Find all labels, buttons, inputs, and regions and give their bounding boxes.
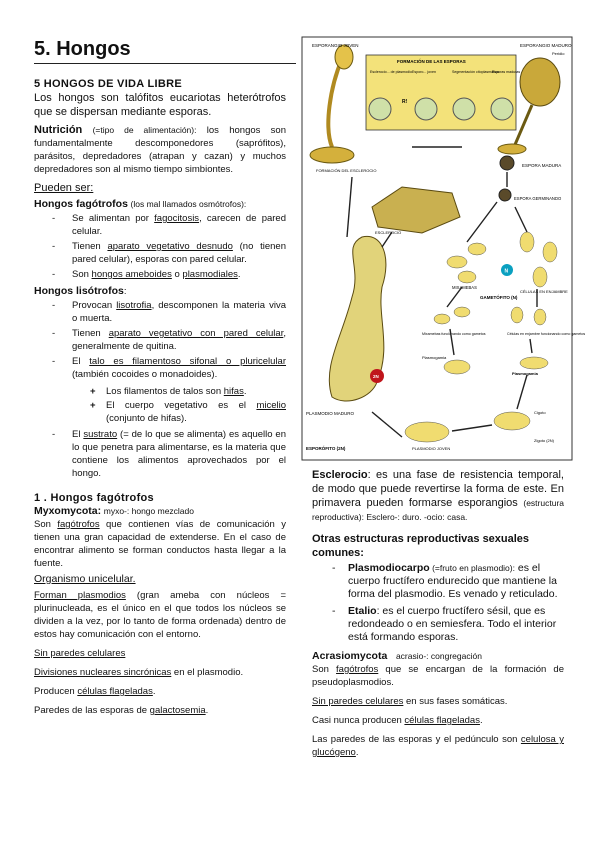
- label-espora-madura: ESPORA MADURA: [522, 163, 562, 168]
- lisotrofos-list: [34, 299, 286, 381]
- label-zigoto-2n: Zigoto (2N): [534, 438, 555, 443]
- plasmodios-paragraph: Forman plasmodios (gran ameba con núcleos = plurinucleada, es el único en el que todos los núcleos se dividen a la vez, por lo tanto de forma ordenada) dentro de estos hay comunicación con el entorno.: [34, 590, 287, 640]
- germinating-spore: [499, 189, 511, 201]
- life-cycle-figure: [302, 37, 586, 460]
- label-formacion: FORMACIÓN DE LAS ESPORAS: [397, 59, 466, 64]
- label-esporofito: ESPORÓFITO (2N): [306, 446, 346, 451]
- label-gametofito: GAMETÓFITO (N): [480, 295, 518, 300]
- label-stage3: Segmentación citoplasmática: [452, 70, 499, 74]
- myxomycota-paragraph: Son fagótrofos que contienen vías de comunicación y tienen una gran capacidad de extenderse. En el caso de encontrar alimento se forman conductos hasta llegar a la fuente.: [34, 519, 286, 569]
- mature-base: [498, 144, 526, 154]
- young-plasmodium: [405, 422, 449, 442]
- estructura-item: - Plasmodiocarpo (=fruto en plasmodio): es el cuerpo fructífero endurecido que mantiene la forma del plasmodio. Es venado y reticulado.: [312, 562, 564, 601]
- spore-formation-box: [366, 55, 516, 130]
- sin-paredes-line: Sin paredes celulares: [34, 648, 126, 659]
- label-plasmogamia: Plasmogamia: [422, 355, 447, 360]
- estructura-item: - Etalio: es el cuerpo fructífero sésil, que es redondeado o en semiesfera. Todo el interior está formando esporas.: [312, 605, 564, 644]
- label-esclerocio: ESCLEROCIO: [375, 230, 402, 235]
- label-peridio: Peridio: [552, 51, 565, 56]
- sclerotium-base: [310, 147, 354, 163]
- label-mixamebas: MIXAMEBAS: [452, 285, 477, 290]
- fagotrofos-list: [34, 212, 286, 281]
- estructuras-list: [312, 562, 564, 644]
- label-espora-germinando: ESPORA GERMINANDO: [514, 196, 562, 201]
- stage2-circle: [415, 98, 437, 120]
- mature-spore: [500, 156, 514, 170]
- sustrato-item: - El sustrato (= de lo que se alimenta) es aquello en lo que penetra para alimentarse, es la materia que contiene los alimentos aprovechados por el hongo.: [34, 428, 286, 480]
- nutrition-paragraph: Nutrición (=tipo de alimentación): los hongos son fundamentalmente descomponedores (saprófitos), parásitos, depredadores (atrapan y cazan) y muchos depredadores son al mismo tiempo simbiontes.: [34, 124, 286, 175]
- fagotrofos-item: - Se alimentan por fagocitosis, carecen de pared celular.: [34, 212, 286, 238]
- fagotrofos-item: - Tienen aparato vegetativo desnudo (no tienen pared celular), esporas con pared celular.: [34, 240, 286, 266]
- divisiones-line: Divisiones nucleares sincrónicas en el plasmodio.: [34, 667, 244, 678]
- stage4-circle: [491, 98, 513, 120]
- stage1-circle: [369, 98, 391, 120]
- lisotrofos-item: - El talo es filamentoso sifonal o pluricelular (también cocoides o monadoides).: [34, 355, 286, 381]
- label-n: N: [504, 268, 509, 275]
- label-plasmodio-maduro: PLASMODIO MADURO: [306, 411, 355, 416]
- subsection-fagotrofos: 1 . Hongos fagótrofos: [34, 492, 154, 504]
- fagotrofos-item: - Son hongos ameboides o plasmodiales.: [34, 268, 286, 281]
- lisotrofos-subitem: + Los filamentos de talos son hifas.: [34, 385, 286, 398]
- label-2n: 2N: [373, 374, 379, 379]
- label-mixamebas-func: Mixamebas funcionando como gametos: [422, 332, 486, 336]
- zygote: [494, 412, 530, 430]
- label-stage1: Esclerocio... de plasmodio: [370, 70, 412, 74]
- label-celulas-func: Células en enjambre funcionando como gametos: [507, 332, 586, 336]
- plasmogamia-left: [444, 360, 470, 374]
- organismo-unicelular: Organismo unicelular.: [34, 573, 136, 585]
- pueden-ser-label: Pueden ser:: [34, 182, 94, 194]
- fagotrofos-heading: Hongos fagótrofos (los mal llamados osmótrofos):: [34, 198, 247, 210]
- label-esporangio-joven: ESPORANGIO JOVEN: [312, 43, 359, 48]
- label-formacion-esclerocio: FORMACIÓN DEL ESCLEROCIO: [316, 168, 377, 173]
- label-cigoto: Cigoto: [534, 410, 546, 415]
- right-sin-paredes-line: Sin paredes celulares en sus fases somáticas.: [312, 696, 508, 707]
- acrasiomycota-paragraph: Son fagótrofos que se encargan de la formación de pseudoplasmodios.: [312, 664, 564, 688]
- label-r: R!: [402, 99, 408, 105]
- sustrato-list: [34, 428, 286, 480]
- lisotrofos-item: - Provocan lisotrofia, descomponen la materia viva o muerta.: [34, 299, 286, 325]
- acrasiomycota-heading: Acrasiomycota acrasio-: congregación: [312, 650, 482, 662]
- label-esporangio-maduro: ESPORANGIO MADURO: [520, 43, 572, 48]
- lisotrofos-subitem: + El cuerpo vegetativo es el micelio (conjunto de hifas).: [34, 399, 286, 425]
- esclerocio-paragraph: Esclerocio: es una fase de resistencia temporal, de modo que puede revertirse la forma de este. En primavera pueden formarse esporangios (estructura reproductiva): Esclero-: duro. -ocio: casa.: [312, 469, 564, 522]
- myxomycota-heading: Myxomycota: myxo-: hongo mezclado: [34, 505, 194, 517]
- stage3-circle: [453, 98, 475, 120]
- lisotrofos-sublist: [34, 385, 286, 425]
- lisotrofos-item: - Tienen aparato vegetativo con pared celular, generalmente de quitina.: [34, 327, 286, 353]
- label-celulas-enjambre: CÉLULAS EN ENJAMBRE: [520, 289, 568, 294]
- otras-estructuras-heading: Otras estructuras reproductivas sexuales comunes:: [312, 533, 530, 559]
- plasmogamia-right: [520, 357, 548, 369]
- producen-line: Producen células flageladas.: [34, 686, 156, 697]
- young-sporangium: [335, 45, 353, 69]
- paredes-pedunculo-line: Las paredes de las esporas y el pedúnculo son celulosa y glucógeno.: [312, 734, 565, 758]
- casi-nunca-line: Casi nunca producen células flageladas.: [312, 715, 483, 726]
- section-heading: 5 HONGOS DE VIDA LIBRE: [34, 78, 182, 90]
- page-title: 5. Hongos: [34, 38, 296, 64]
- left-column: [34, 78, 286, 720]
- mature-sporangium: [520, 58, 560, 106]
- label-stage4: Esporas maduras: [492, 70, 521, 74]
- lisotrofos-heading: Hongos lisótrofos:: [34, 285, 127, 297]
- right-column: [312, 468, 564, 762]
- label-stage2: Esporo... joven: [412, 70, 436, 74]
- paredes-esporas-line: Paredes de las esporas de galactosemia.: [34, 705, 209, 716]
- label-plasmodio-joven: PLASMODIO JOVEN: [412, 446, 451, 451]
- label-plasmogamia2: Plasmogamia: [512, 371, 538, 376]
- intro-paragraph: Los hongos son talófitos eucariotas heterótrofos que se dispersan mediante esporas.: [34, 92, 286, 118]
